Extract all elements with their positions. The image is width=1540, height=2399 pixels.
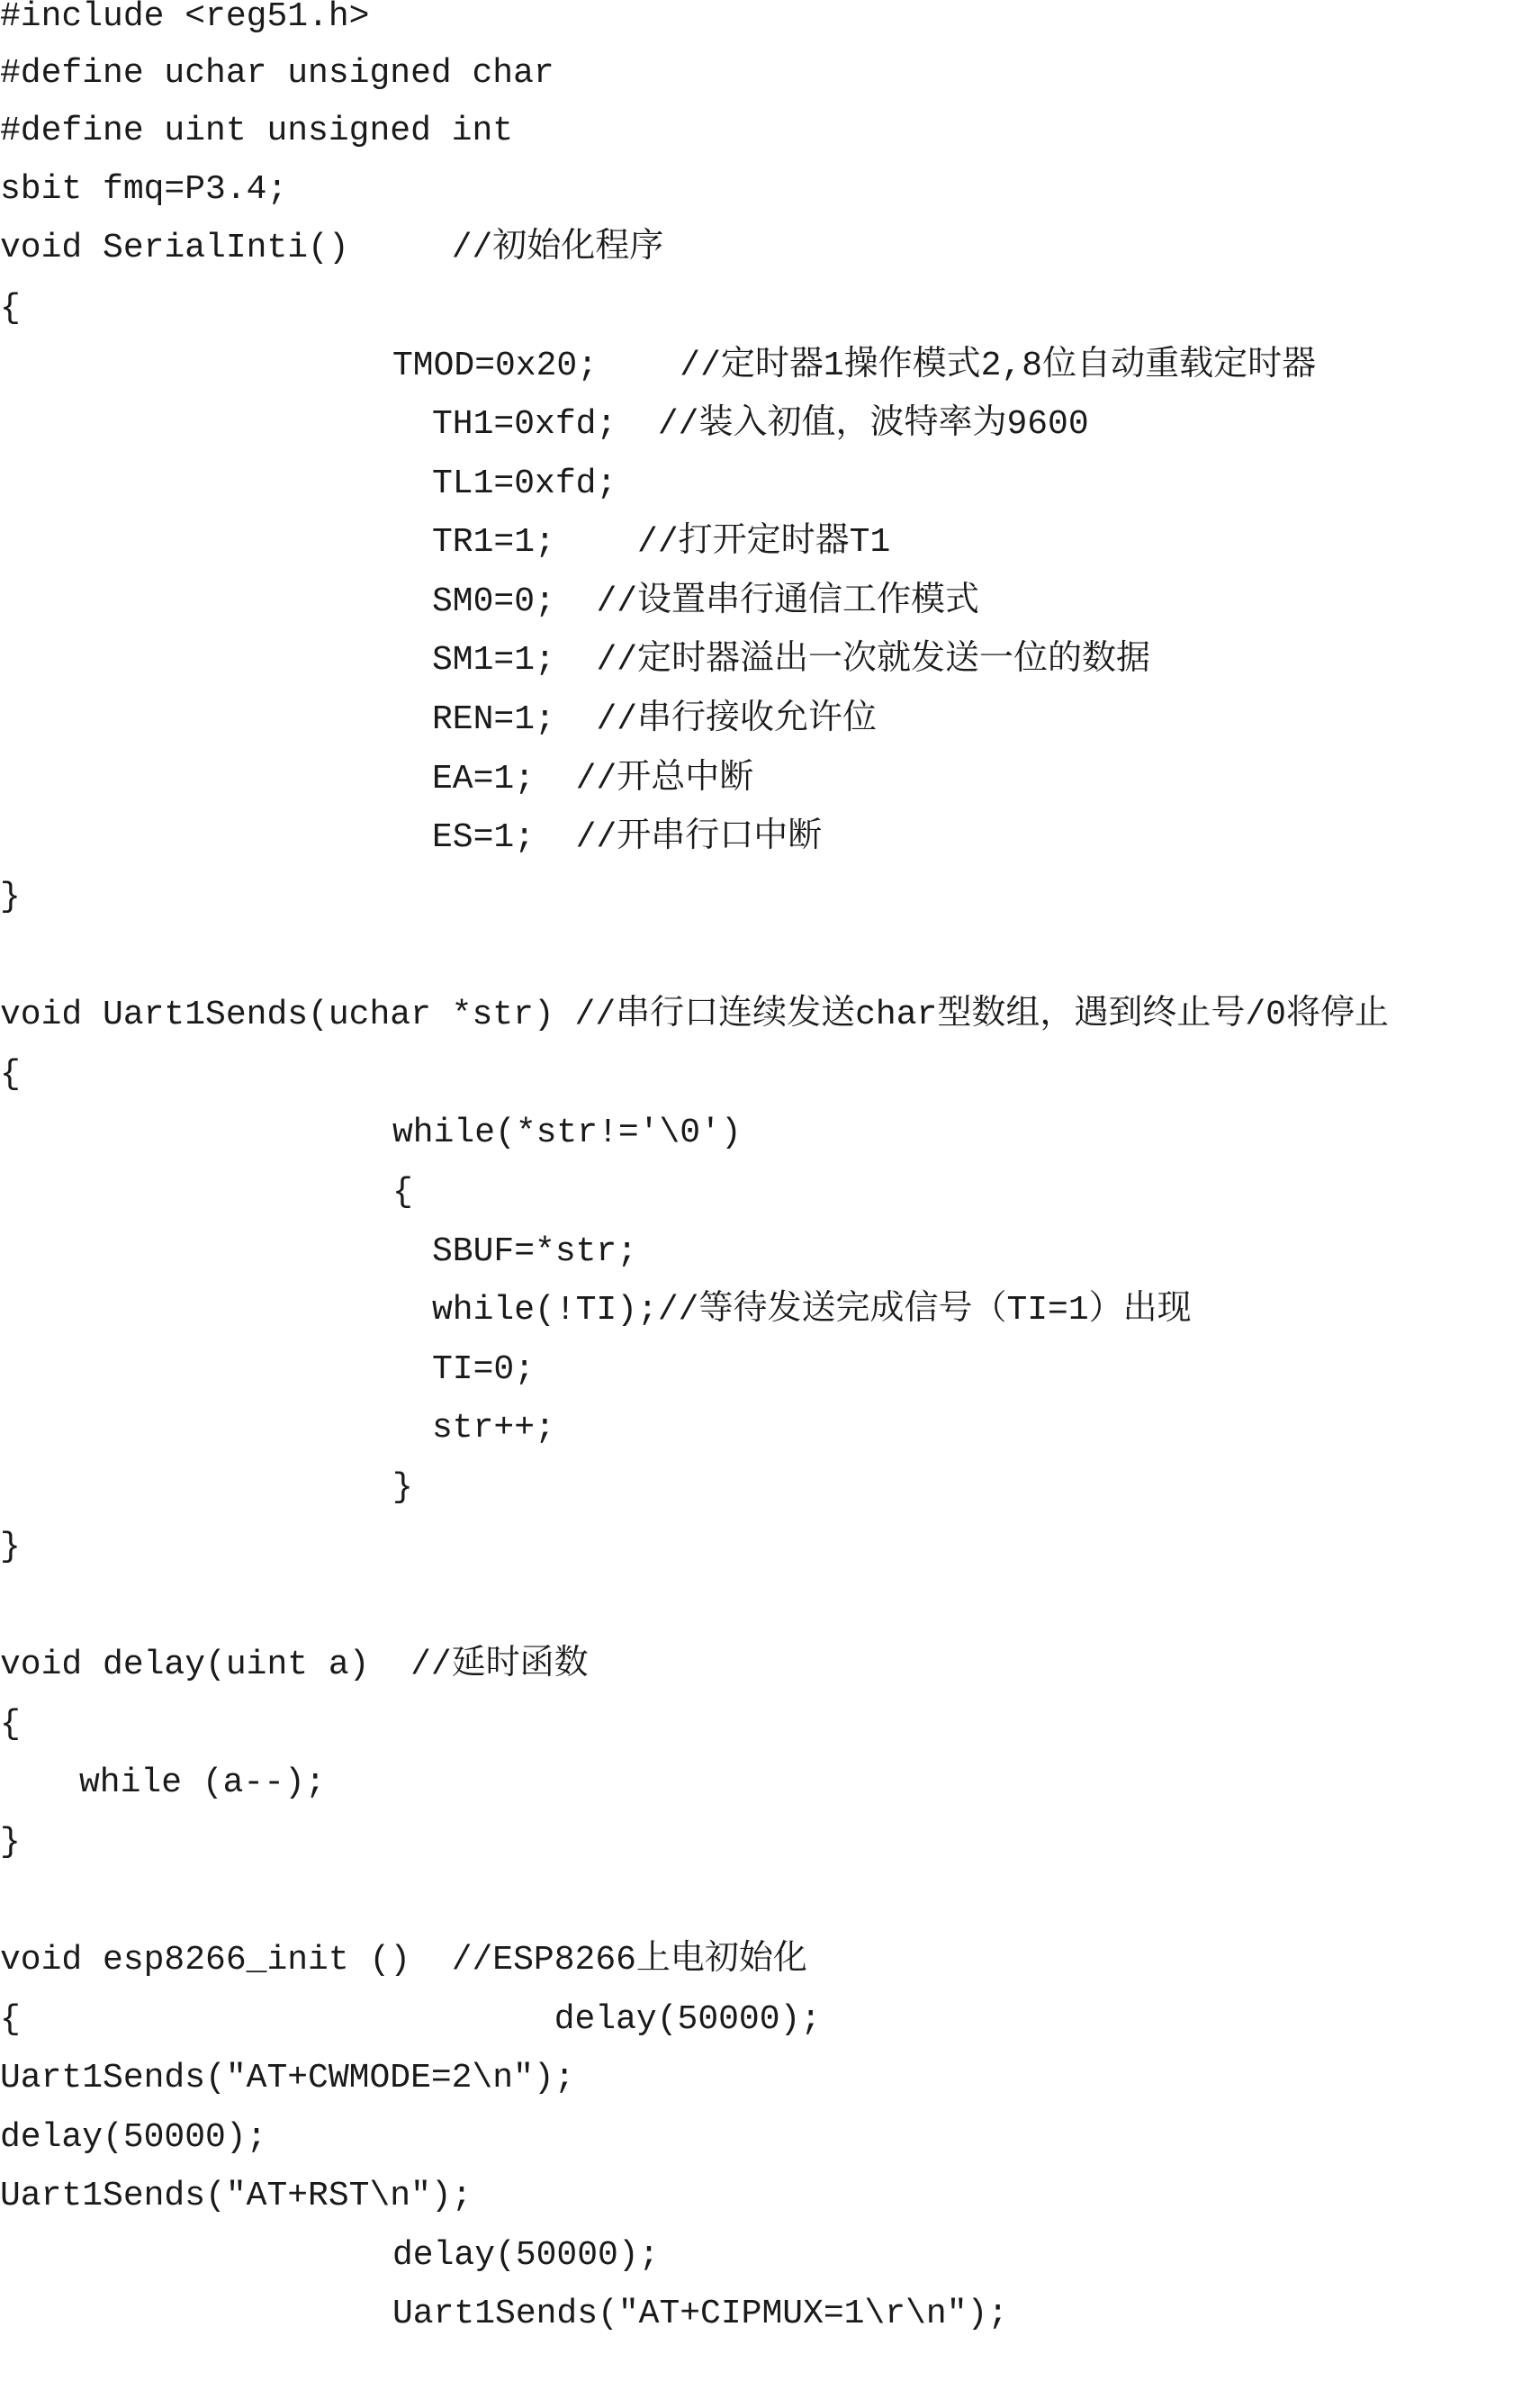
code-text: while(*str!='\0') — [392, 1114, 742, 1152]
code-comment: //打开定时器T1 — [637, 523, 891, 562]
code-comment: //串行接收允许位 — [596, 700, 878, 739]
code-text: #define uint unsigned int — [0, 112, 514, 150]
code-text: } — [0, 878, 21, 916]
code-line — [432, 573, 979, 631]
code-line — [0, 1813, 21, 1871]
code-text: Uart1Sends("AT+CIPMUX=1\r\n"); — [392, 2295, 1009, 2333]
code-comment: //开串行口中断 — [575, 818, 823, 857]
code-text: SBUF=*str; — [432, 1232, 638, 1271]
code-line — [0, 279, 21, 338]
code-text: { — [0, 289, 21, 328]
code-line — [392, 337, 1316, 395]
code-line — [432, 750, 753, 808]
code-text: delay(50000); — [392, 2236, 660, 2275]
code-comment: //等待发送完成信号（TI=1）出现 — [657, 1291, 1192, 1330]
code-line — [392, 2285, 1008, 2343]
code-text: { — [0, 1055, 21, 1094]
code-line — [0, 1695, 21, 1754]
code-text: str++; — [432, 1409, 555, 1448]
code-text: TMOD=0x20; — [392, 347, 680, 385]
code-text: ES=1; — [432, 818, 576, 857]
code-comment: //串行口连续发送char型数组，遇到终止号/0将停止 — [574, 996, 1389, 1034]
code-line — [432, 808, 822, 867]
code-line — [432, 455, 617, 513]
code-text: sbit fmq=P3.4; — [0, 170, 288, 209]
code-text: TI=0; — [432, 1350, 536, 1389]
code-text: void delay(uint a) — [0, 1646, 411, 1684]
code-line — [432, 690, 877, 749]
code-comment: //装入初值，波特率为9600 — [657, 405, 1089, 444]
code-text: void Uart1Sends(uchar *str) — [0, 996, 575, 1034]
code-text: Uart1Sends("AT+RST\n"); — [0, 2177, 473, 2215]
code-text: } — [0, 1528, 21, 1566]
code-line — [392, 1104, 742, 1162]
code-comment: //定时器溢出一次就发送一位的数据 — [596, 641, 1151, 680]
code-comment: //初始化程序 — [451, 229, 664, 267]
code-line — [0, 1518, 21, 1576]
code-line — [392, 2226, 659, 2285]
code-comment: //定时器1操作模式2,8位自动重载定时器 — [680, 347, 1317, 385]
code-text: #include <reg51.h> — [0, 0, 370, 36]
code-line — [0, 1636, 589, 1694]
code-line — [0, 102, 513, 160]
code-text: Uart1Sends("AT+CWMODE=2\n"); — [0, 2059, 575, 2097]
code-text: void SerialInti() — [0, 229, 452, 267]
code-comment: //延时函数 — [410, 1646, 589, 1684]
code-text: while(!TI); — [432, 1291, 658, 1330]
code-line — [0, 160, 287, 219]
code-line — [432, 1399, 555, 1457]
code-text: TR1=1; — [432, 523, 638, 562]
code-line — [0, 0, 369, 46]
code-line — [0, 1990, 821, 2049]
code-line — [432, 395, 1089, 454]
code-text: REN=1; — [432, 700, 597, 739]
code-line — [432, 1340, 535, 1399]
code-line — [0, 2049, 575, 2107]
code-text: } — [0, 1823, 21, 1862]
code-text: delay(50000); — [0, 2118, 267, 2157]
code-line — [0, 1931, 807, 1989]
code-comment: //开总中断 — [575, 760, 754, 798]
code-line — [432, 1281, 1192, 1339]
code-line — [0, 2167, 473, 2225]
code-text: TL1=0xfd; — [432, 464, 617, 503]
code-text: while (a--); — [79, 1763, 326, 1802]
code-text: { — [392, 1173, 413, 1212]
code-line — [0, 868, 21, 926]
code-text: SM1=1; — [432, 641, 597, 680]
code-text: SM0=0; — [432, 582, 597, 621]
code-text: } — [392, 1468, 413, 1507]
code-text: #define uchar unsigned char — [0, 54, 554, 93]
code-line — [0, 44, 554, 103]
code-line — [392, 1163, 413, 1222]
code-line — [432, 1222, 637, 1281]
code-line — [79, 1754, 326, 1812]
code-text: { delay(50000); — [0, 2000, 822, 2039]
code-text: void esp8266_init () — [0, 1941, 452, 1980]
code-line — [432, 513, 890, 572]
code-line — [432, 631, 1150, 690]
code-line — [0, 1045, 21, 1104]
code-line — [392, 1458, 413, 1517]
code-line — [0, 219, 663, 277]
code-comment: //ESP8266上电初始化 — [451, 1941, 807, 1980]
code-comment: //设置串行通信工作模式 — [596, 582, 980, 621]
code-line — [0, 986, 1389, 1044]
code-line — [0, 2108, 266, 2167]
code-text: TH1=0xfd; — [432, 405, 658, 444]
code-text: EA=1; — [432, 760, 576, 798]
code-text: { — [0, 1705, 21, 1744]
